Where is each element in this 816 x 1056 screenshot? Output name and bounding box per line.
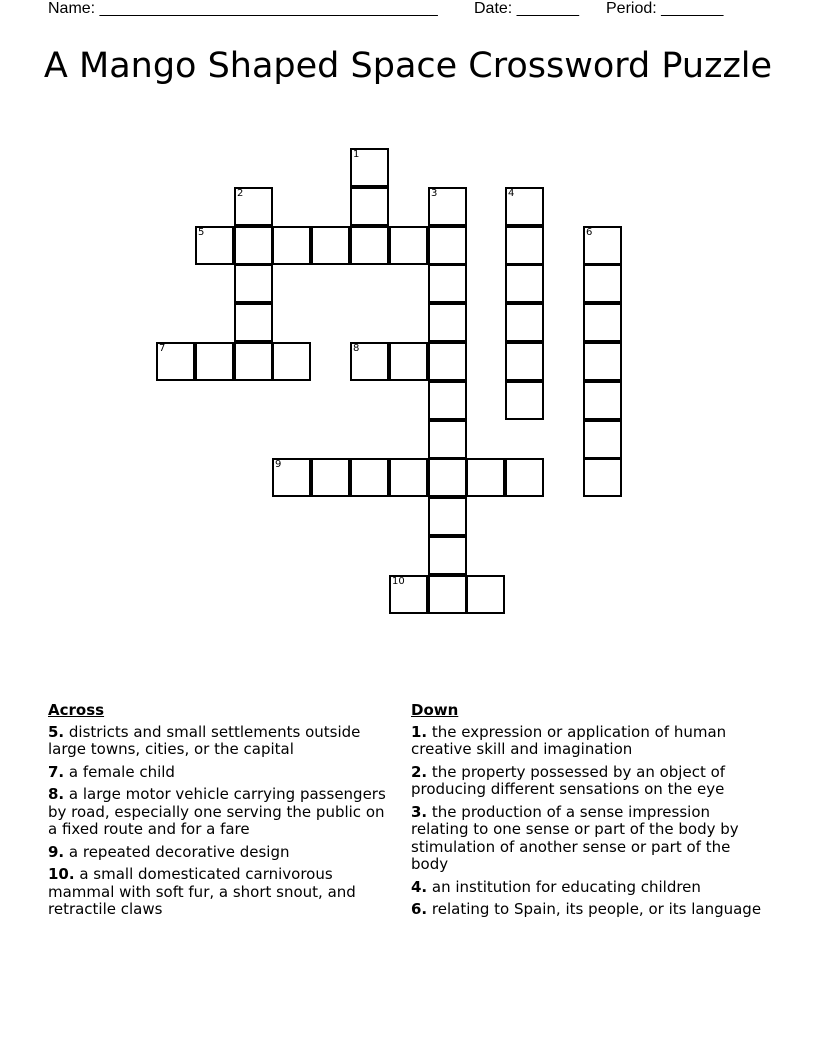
grid-cell[interactable] <box>428 187 467 226</box>
grid-cell[interactable] <box>583 458 622 497</box>
clue-number-label: 6 <box>586 227 593 238</box>
across-heading: Across <box>48 701 105 719</box>
clue-number: 3. <box>411 802 428 821</box>
grid-cell[interactable] <box>428 536 467 575</box>
clue-text: a repeated decorative design <box>64 842 290 861</box>
clue-number-label: 8 <box>353 343 360 354</box>
grid-cell[interactable] <box>428 575 467 614</box>
across-clues <box>48 702 396 924</box>
clue-text: a large motor vehicle carrying passengers by road, especially one serving the public on a fixed route and for a fare <box>48 785 386 838</box>
clue-item <box>48 786 396 839</box>
down-clues <box>411 702 771 924</box>
grid-cell[interactable] <box>389 226 428 265</box>
clue-number: 10. <box>48 865 75 883</box>
grid-cell[interactable] <box>350 342 389 381</box>
grid-cell[interactable] <box>428 303 467 342</box>
grid-cell[interactable] <box>583 226 622 265</box>
clue-number: 9. <box>48 842 65 861</box>
clue-number: 6. <box>411 900 428 918</box>
grid-cell[interactable] <box>389 342 428 381</box>
clue-text: districts and small settlements outside large towns, cities, or the capital <box>48 722 361 758</box>
grid-cell[interactable] <box>466 458 505 497</box>
grid-cell[interactable] <box>505 458 544 497</box>
grid-cell[interactable] <box>505 342 544 381</box>
grid-cell[interactable] <box>583 342 622 381</box>
grid-cell[interactable] <box>156 342 195 381</box>
grid-cell[interactable] <box>505 381 544 420</box>
grid-cell[interactable] <box>234 187 273 226</box>
grid-cell[interactable] <box>428 226 467 265</box>
grid-cell[interactable] <box>272 458 311 497</box>
clue-item <box>411 901 771 919</box>
clue-item <box>411 879 771 897</box>
clue-number: 5. <box>48 722 65 741</box>
clue-number: 7. <box>48 762 65 781</box>
clue-text: the property possessed by an object of producing different sensations on the eye <box>411 762 726 798</box>
grid-cell[interactable] <box>272 342 311 381</box>
clue-number: 1. <box>411 722 428 741</box>
grid-cell[interactable] <box>350 148 389 187</box>
grid-cell[interactable] <box>583 420 622 459</box>
clue-text: a female child <box>64 762 175 781</box>
grid-cell[interactable] <box>428 420 467 459</box>
page-title: A Mango Shaped Space Crossword Puzzle <box>43 46 773 86</box>
grid-cell[interactable] <box>505 226 544 265</box>
clue-item <box>48 844 396 862</box>
grid-cell[interactable] <box>428 497 467 536</box>
grid-cell[interactable] <box>350 458 389 497</box>
grid-cell[interactable] <box>428 381 467 420</box>
grid-cell[interactable] <box>234 226 273 265</box>
grid-cell[interactable] <box>389 575 428 614</box>
grid-cell[interactable] <box>583 381 622 420</box>
grid-cell[interactable] <box>311 458 350 497</box>
clue-item <box>48 866 396 919</box>
grid-cell[interactable] <box>505 303 544 342</box>
clue-text: the production of a sense impression relating to one sense or part of the body by stimulation of another sense or part of the body <box>411 802 739 873</box>
grid-cell[interactable] <box>350 187 389 226</box>
grid-cell[interactable] <box>428 342 467 381</box>
clue-item <box>48 724 396 759</box>
grid-cell[interactable] <box>428 264 467 303</box>
grid-cell[interactable] <box>234 303 273 342</box>
clue-number-label: 1 <box>353 149 360 160</box>
clue-number: 8. <box>48 785 65 803</box>
clue-text: relating to Spain, its people, or its language <box>427 900 762 918</box>
grid-cell[interactable] <box>195 342 234 381</box>
grid-cell[interactable] <box>583 303 622 342</box>
clue-number-label: 9 <box>275 459 282 470</box>
grid-cell[interactable] <box>311 226 350 265</box>
clue-number: 2. <box>411 762 428 781</box>
clue-item <box>48 764 396 782</box>
down-heading: Down <box>411 701 459 719</box>
clue-item <box>411 724 771 759</box>
grid-cell[interactable] <box>195 226 234 265</box>
clue-text: a small domesticated carnivorous mammal with soft fur, a short snout, and retractile claws <box>48 865 356 918</box>
date-field[interactable]: Date: _______ <box>474 0 579 17</box>
clue-text: the expression or application of human creative skill and imagination <box>411 722 727 758</box>
grid-cell[interactable] <box>234 342 273 381</box>
clue-text: an institution for educating children <box>427 877 701 896</box>
grid-cell[interactable] <box>583 264 622 303</box>
grid-cell[interactable] <box>466 575 505 614</box>
grid-cell[interactable] <box>428 458 467 497</box>
clue-item <box>411 764 771 799</box>
clue-number-label: 7 <box>159 343 166 354</box>
clue-number-label: 10 <box>392 576 405 587</box>
grid-cell[interactable] <box>505 187 544 226</box>
clue-item <box>411 804 771 874</box>
clue-number-label: 2 <box>237 188 244 199</box>
clue-number-label: 4 <box>508 188 515 199</box>
clue-number: 4. <box>411 877 428 896</box>
grid-cell[interactable] <box>350 226 389 265</box>
grid-cell[interactable] <box>505 264 544 303</box>
clue-number-label: 3 <box>431 188 438 199</box>
grid-cell[interactable] <box>389 458 428 497</box>
name-field[interactable]: Name: ______________________________________ <box>48 0 438 17</box>
grid-cell[interactable] <box>234 264 273 303</box>
grid-cell[interactable] <box>272 226 311 265</box>
clue-number-label: 5 <box>198 227 205 238</box>
period-field[interactable]: Period: _______ <box>606 0 724 17</box>
